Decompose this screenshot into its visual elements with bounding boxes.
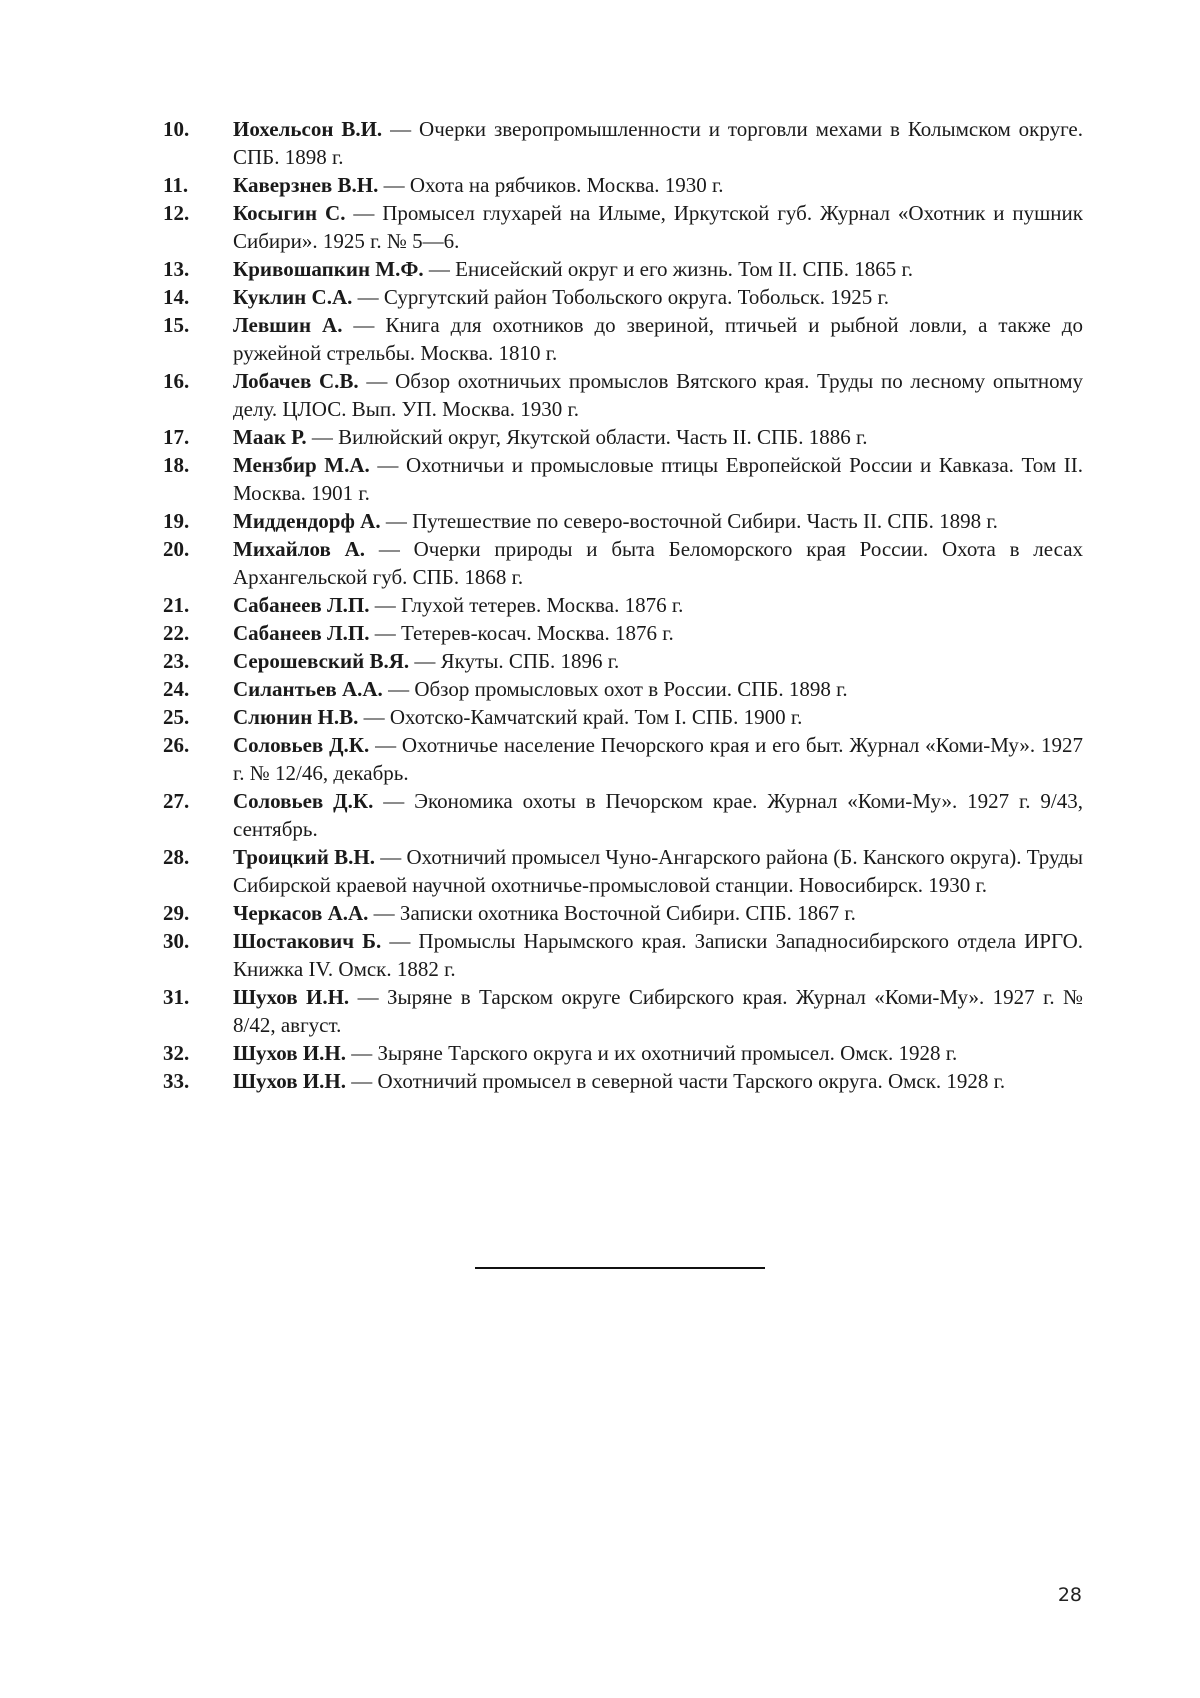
- reference-text: [233, 367, 1083, 423]
- reference-text: [233, 787, 1083, 843]
- reference-text: [233, 899, 1083, 927]
- reference-text: [233, 703, 1083, 731]
- reference-number: 27.: [163, 789, 190, 813]
- reference-item: [163, 647, 1083, 675]
- reference-text: [233, 171, 1083, 199]
- reference-number: 19.: [163, 509, 190, 533]
- reference-description: — Охота на рябчиков. Москва. 1930 г.: [383, 173, 724, 197]
- reference-text: [233, 927, 1083, 983]
- reference-description: — Обзор промысловых охот в России. СПБ. 1898 г.: [388, 677, 848, 701]
- reference-number: 12.: [163, 201, 190, 225]
- reference-description: — Охотничье население Печорского края и его быт. Журнал «Коми-Му». 1927 г. № 12/46, декабрь.: [233, 733, 1083, 785]
- reference-item: [163, 311, 1083, 367]
- reference-text: [233, 283, 1083, 311]
- reference-item: [163, 1067, 1083, 1095]
- reference-author: Шостакович Б.: [233, 929, 382, 953]
- reference-number: 29.: [163, 901, 190, 925]
- reference-description: — Тетерев-косач. Москва. 1876 г.: [374, 621, 674, 645]
- reference-item: [163, 283, 1083, 311]
- page-number: 28: [1057, 1584, 1082, 1606]
- reference-author: Сабанеев Л.П.: [233, 621, 370, 645]
- reference-text: [233, 199, 1083, 255]
- end-of-list-divider: [475, 1267, 765, 1269]
- reference-text: [233, 451, 1083, 507]
- reference-author: Соловьев Д.К.: [233, 733, 370, 757]
- reference-text: [233, 591, 1083, 619]
- reference-author: Черкасов А.А.: [233, 901, 369, 925]
- reference-author: Куклин С.А.: [233, 285, 353, 309]
- reference-description: — Записки охотника Восточной Сибири. СПБ. 1867 г.: [373, 901, 856, 925]
- reference-description: — Обзор охотничьих промыслов Вятского края. Труды по лесному опытному делу. ЦЛОС. Вып. УП. Москва. 1930 г.: [233, 369, 1084, 421]
- reference-author: Шухов И.Н.: [233, 985, 350, 1009]
- reference-description: — Зыряне в Тарском округе Сибирского края. Журнал «Коми-Му». 1927 г. № 8/42, август.: [233, 985, 1084, 1037]
- reference-item: [163, 367, 1083, 423]
- reference-item: [163, 535, 1083, 591]
- reference-text: [233, 311, 1083, 367]
- reference-author: Маак Р.: [233, 425, 307, 449]
- reference-number: 16.: [163, 369, 190, 393]
- reference-number: 22.: [163, 621, 190, 645]
- reference-item: [163, 591, 1083, 619]
- reference-number: 33.: [163, 1069, 190, 1093]
- reference-description: — Экономика охоты в Печорском крае. Журнал «Коми-Му». 1927 г. 9/43, сентябрь.: [233, 789, 1083, 841]
- reference-text: [233, 1039, 1083, 1067]
- reference-item: [163, 115, 1083, 171]
- reference-author: Кривошапкин М.Ф.: [233, 257, 424, 281]
- reference-number: 18.: [163, 453, 190, 477]
- reference-author: Слюнин Н.В.: [233, 705, 359, 729]
- reference-description: — Сургутский район Тобольского округа. Тобольск. 1925 г.: [357, 285, 890, 309]
- reference-author: Силантьев А.А.: [233, 677, 383, 701]
- reference-item: [163, 451, 1083, 507]
- reference-text: [233, 675, 1083, 703]
- reference-list: [163, 115, 1083, 1095]
- reference-number: 24.: [163, 677, 190, 701]
- reference-author: Косыгин С.: [233, 201, 346, 225]
- reference-number: 15.: [163, 313, 190, 337]
- reference-item: [163, 619, 1083, 647]
- reference-description: — Охотничий промысел Чуно-Ангарского района (Б. Канского округа). Труды Сибирской краевой научной охотничье-промысловой станции. Новосибирск. 1930 г.: [233, 845, 1084, 897]
- reference-description: — Енисейский округ и его жизнь. Том II. СПБ. 1865 г.: [428, 257, 914, 281]
- reference-item: [163, 843, 1083, 899]
- reference-author: Каверзнев В.Н.: [233, 173, 379, 197]
- reference-item: [163, 703, 1083, 731]
- reference-number: 32.: [163, 1041, 190, 1065]
- reference-description: — Путешествие по северо-восточной Сибири. Часть II. СПБ. 1898 г.: [385, 509, 998, 533]
- reference-description: — Якуты. СПБ. 1896 г.: [414, 649, 620, 673]
- reference-author: Левшин А.: [233, 313, 343, 337]
- reference-item: [163, 199, 1083, 255]
- reference-number: 21.: [163, 593, 190, 617]
- reference-description: — Охотничий промысел в северной части Тарского округа. Омск. 1928 г.: [351, 1069, 1006, 1093]
- reference-description: — Зыряне Тарского округа и их охотничий промысел. Омск. 1928 г.: [351, 1041, 958, 1065]
- reference-author: Миддендорф А.: [233, 509, 381, 533]
- reference-number: 25.: [163, 705, 190, 729]
- reference-number: 28.: [163, 845, 190, 869]
- reference-description: — Промысел глухарей на Илыме, Иркутской губ. Журнал «Охотник и пушник Сибири». 1925 г. № 5—6.: [233, 201, 1083, 253]
- reference-author: Мензбир М.А.: [233, 453, 370, 477]
- reference-author: Сабанеев Л.П.: [233, 593, 370, 617]
- reference-author: Михайлов А.: [233, 537, 366, 561]
- reference-item: [163, 1039, 1083, 1067]
- reference-item: [163, 255, 1083, 283]
- reference-description: — Очерки зверопромышленности и торговли мехами в Колымском округе. СПБ. 1898 г.: [233, 117, 1083, 169]
- reference-item: [163, 899, 1083, 927]
- reference-number: 11.: [163, 173, 189, 197]
- reference-item: [163, 507, 1083, 535]
- reference-number: 23.: [163, 649, 190, 673]
- reference-item: [163, 731, 1083, 787]
- reference-number: 30.: [163, 929, 190, 953]
- reference-author: Троицкий В.Н.: [233, 845, 375, 869]
- reference-text: [233, 983, 1083, 1039]
- reference-text: [233, 507, 1083, 535]
- reference-description: — Очерки природы и быта Беломорского края России. Охота в лесах Архангельской губ. СПБ. 1868 г.: [233, 537, 1084, 589]
- reference-author: Иохельсон В.И.: [233, 117, 383, 141]
- reference-number: 26.: [163, 733, 190, 757]
- reference-number: 17.: [163, 425, 190, 449]
- reference-author: Шухов И.Н.: [233, 1069, 346, 1093]
- reference-text: [233, 535, 1083, 591]
- reference-text: [233, 115, 1083, 171]
- reference-item: [163, 787, 1083, 843]
- reference-description: — Промыслы Нарымского края. Записки Западносибирского отдела ИРГО. Книжка IV. Омск. 1882 г.: [233, 929, 1083, 981]
- reference-item: [163, 927, 1083, 983]
- reference-number: 14.: [163, 285, 190, 309]
- reference-author: Серошевский В.Я.: [233, 649, 410, 673]
- reference-text: [233, 647, 1083, 675]
- reference-item: [163, 171, 1083, 199]
- reference-item: [163, 423, 1083, 451]
- reference-number: 10.: [163, 117, 190, 141]
- reference-text: [233, 1067, 1083, 1095]
- reference-text: [233, 843, 1083, 899]
- reference-item: [163, 983, 1083, 1039]
- reference-text: [233, 255, 1083, 283]
- reference-text: [233, 423, 1083, 451]
- reference-author: Лобачев С.В.: [233, 369, 359, 393]
- reference-item: [163, 675, 1083, 703]
- reference-text: [233, 619, 1083, 647]
- reference-description: — Глухой тетерев. Москва. 1876 г.: [374, 593, 684, 617]
- reference-number: 20.: [163, 537, 190, 561]
- reference-author: Шухов И.Н.: [233, 1041, 346, 1065]
- reference-text: [233, 731, 1083, 787]
- reference-number: 31.: [163, 985, 190, 1009]
- reference-description: — Охотско-Камчатский край. Том I. СПБ. 1900 г.: [363, 705, 803, 729]
- reference-author: Соловьев Д.К.: [233, 789, 374, 813]
- reference-number: 13.: [163, 257, 190, 281]
- reference-description: — Вилюйский округ, Якутской области. Часть II. СПБ. 1886 г.: [311, 425, 868, 449]
- reference-description: — Охотничьи и промысловые птицы Европейской России и Кавказа. Том II. Москва. 1901 г.: [233, 453, 1084, 505]
- reference-description: — Книга для охотников до звериной, птичьей и рыбной ловли, а также до ружейной стрельбы. Москва. 1810 г.: [233, 313, 1083, 365]
